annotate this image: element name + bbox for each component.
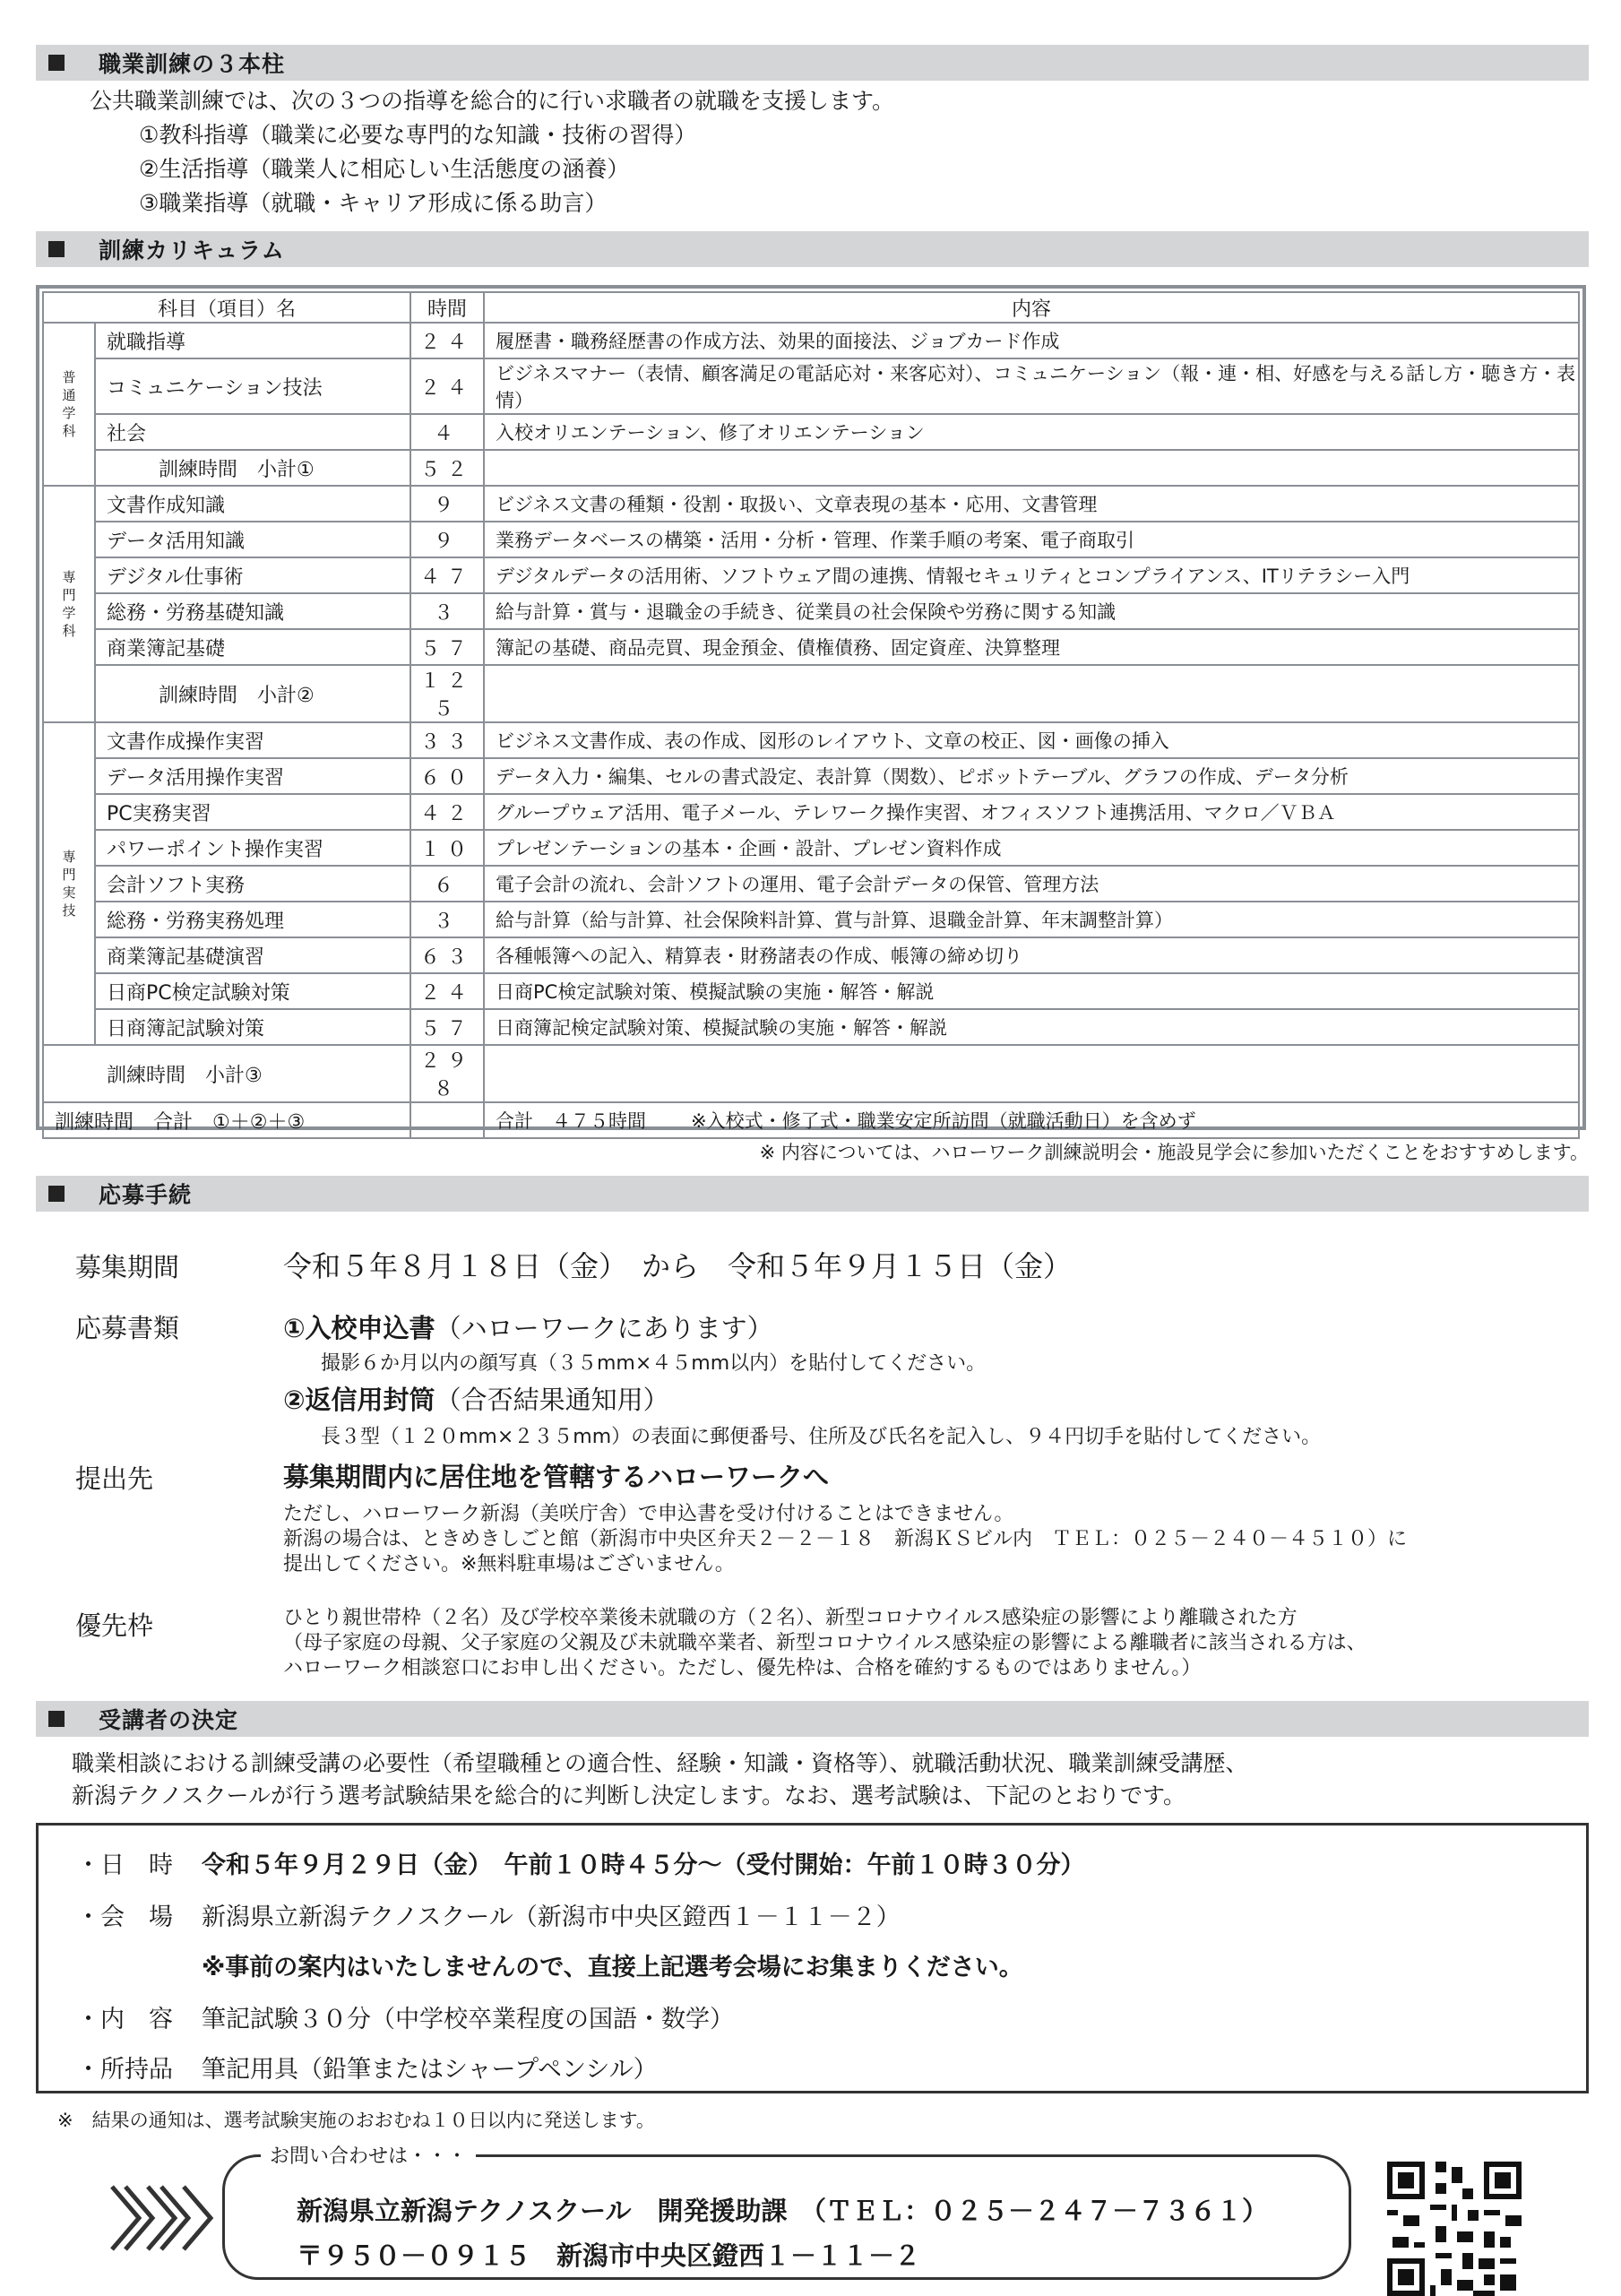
hours-cell: ２４	[410, 358, 484, 414]
section-title: 訓練カリキュラム	[99, 237, 285, 263]
table-row	[43, 557, 1579, 593]
table-row	[43, 722, 1579, 758]
content-cell: グループウェア活用、電子メール、テレワーク操作実習、オフィスソフト連携活用、マクロ／ＶＢＡ	[484, 794, 1579, 830]
table-row	[43, 450, 1579, 486]
content-cell: 業務データベースの構築・活用・分析・管理、作業手順の考案、電子商取引	[484, 522, 1579, 557]
doc1	[283, 1308, 773, 1345]
docs-label: 応募書類	[75, 1313, 180, 1343]
hours-cell: ４７	[410, 557, 484, 593]
subject-cell: 日商PC検定試験対策	[95, 973, 410, 1009]
curriculum-table-frame	[36, 285, 1586, 1134]
exam-venue-key: ・会 場	[76, 1903, 173, 1931]
subject-cell: データ活用操作実習	[95, 758, 410, 794]
table-row	[43, 937, 1579, 973]
priority-label: 優先枠	[75, 1610, 154, 1641]
total-content	[484, 1102, 1579, 1138]
pillar-item: ①教科指導（職業に必要な専門的な知識・技術の習得）	[139, 122, 697, 148]
contact-box	[222, 2145, 1351, 2280]
exam-date-key: ・日 時	[76, 1851, 173, 1879]
subject-cell: デジタル仕事術	[95, 557, 410, 593]
hours-cell: ６０	[410, 758, 484, 794]
content-cell: ビジネスマナー（表情、顧客満足の電話応対・来客応対）、コミュニケーション（報・連・相、好感を与える話し方・聴き方・表情）	[484, 358, 1579, 414]
subject-cell: パワーポイント操作実習	[95, 830, 410, 866]
period-value: 令和５年８月１８日（金） から 令和５年９月１５日（金）	[283, 1249, 1073, 1283]
table-row	[43, 830, 1579, 866]
curriculum-table	[42, 291, 1580, 1139]
exam-venue-value: 新潟県立新潟テクノスクール（新潟市中央区鐙西１－１１－２）	[202, 1903, 901, 1931]
section-header-pillars	[36, 45, 1589, 81]
hours-cell: ２４	[410, 323, 484, 358]
hours-cell: ９	[410, 522, 484, 557]
subject-cell: 就職指導	[95, 323, 410, 358]
doc1-sub: （ハローワークにあります）	[435, 1313, 773, 1343]
table-row	[43, 358, 1579, 414]
exam-items	[76, 2050, 658, 2085]
contact-line-1: 新潟県立新潟テクノスクール 開発援助課 （ＴＥＬ：０２５－２４７－７３６１）	[297, 2196, 1269, 2226]
doc2-note: 長３型（１２０mm×２３５mm）の表面に郵便番号、住所及び氏名を記入し、９４円切手を貼付してください。	[321, 1426, 1322, 1448]
submit-note-line: 提出してください。※無料駐車場はございません。	[283, 1553, 735, 1575]
category-cell: 普 通 学 科	[43, 323, 95, 486]
content-cell: プレゼンテーションの基本・企画・設計、プレゼン資料作成	[484, 830, 1579, 866]
subject-cell: 訓練時間 小計①	[95, 450, 410, 486]
doc2	[283, 1380, 669, 1417]
total-label: 訓練時間 合計 ①＋②＋③	[43, 1102, 410, 1138]
qr-code-icon[interactable]	[1387, 2162, 1522, 2296]
subtotal3-label: 訓練時間 小計③	[43, 1045, 410, 1102]
total-hours-cell	[410, 1102, 484, 1138]
hours-cell: ６３	[410, 937, 484, 973]
submit-note-line: 新潟の場合は、ときめきしごと館（新潟市中央区弁天２－２－１８ 新潟ＫＳビル内 ＴＥＬ：０２５－２４０－４５１０）に	[283, 1528, 1408, 1550]
exam-date	[76, 1845, 1085, 1880]
header-subject: 科目（項目）名	[43, 292, 410, 323]
hours-cell: １２５	[410, 665, 484, 722]
doc2-sub: （合否結果通知用）	[435, 1385, 669, 1415]
priority-note-line: ハローワーク相談窓口にお申し出ください。ただし、優先枠は、合格を確約するものではありません。）	[283, 1657, 1202, 1679]
subject-cell: 会計ソフト実務	[95, 866, 410, 902]
hours-cell: ３	[410, 902, 484, 937]
priority-notes	[283, 1606, 1367, 1681]
total-row	[43, 1102, 1579, 1138]
submit-notes	[283, 1502, 1407, 1577]
hours-cell: ４２	[410, 794, 484, 830]
empty-cell	[484, 1045, 1579, 1102]
total-sum: 合計 ４７５時間	[496, 1110, 646, 1132]
table-row	[43, 486, 1579, 522]
application-block	[36, 1237, 1589, 1703]
submit-note-line: ただし、ハローワーク新潟（美咲庁舎）で申込書を受け付けることはできません。	[283, 1503, 1014, 1525]
exam-content-key: ・内 容	[76, 2006, 173, 2033]
subject-cell: 訓練時間 小計②	[95, 665, 410, 722]
header-hours: 時間	[410, 292, 484, 323]
exam-details-box	[36, 1823, 1589, 2093]
priority-note-line: ひとり親世帯枠（２名）及び学校卒業後未就職の方（２名）、新型コロナウイルス感染症の影響により離職された方	[283, 1607, 1298, 1629]
subject-cell: 日商簿記試験対策	[95, 1009, 410, 1045]
decision-line: 職業相談における訓練受講の必要性（希望職種との適合性、経験・知識・資格等）、就職活動状況、職業訓練受講歴、	[72, 1750, 1248, 1776]
content-cell: 各種帳簿への記入、精算表・財務諸表の作成、帳簿の締め切り	[484, 937, 1579, 973]
total-note: ※入校式・修了式・職業安定所訪問（就職活動日）を含めず	[691, 1110, 1196, 1132]
content-cell: 電子会計の流れ、会計ソフトの運用、電子会計データの保管、管理方法	[484, 866, 1579, 902]
result-notice: ※ 結果の通知は、選考試験実施のおおむね１０日以内に発送します。	[57, 2110, 655, 2131]
subject-cell: データ活用知識	[95, 522, 410, 557]
hours-cell: １０	[410, 830, 484, 866]
hours-cell: ５７	[410, 1009, 484, 1045]
table-row	[43, 866, 1579, 902]
doc1-note: 撮影６か月以内の顔写真（３５mm×４５mm以内）を貼付してください。	[321, 1352, 987, 1375]
section-header-decision	[36, 1701, 1589, 1737]
section-title: 職業訓練の３本柱	[99, 51, 286, 77]
subject-cell: 文書作成操作実習	[95, 722, 410, 758]
exam-date-value: 令和５年９月２９日（金） 午前１０時４５分～（受付開始：午前１０時３０分）	[202, 1851, 1085, 1879]
exam-content	[76, 1999, 734, 2034]
table-row	[43, 593, 1579, 629]
content-cell: 日商簿記検定試験対策、模擬試験の実施・解答・解説	[484, 1009, 1579, 1045]
pillars-intro: 公共職業訓練では、次の３つの指導を総合的に行い求職者の就職を支援します。	[90, 88, 895, 114]
hours-cell: ３	[410, 593, 484, 629]
table-row	[43, 522, 1579, 557]
pillars-block	[90, 84, 894, 220]
content-cell: 入校オリエンテーション、修了オリエンテーション	[484, 414, 1579, 450]
exam-venue-note: ※事前の案内はいたしませんので、直接上記選考会場にお集まりください。	[202, 1954, 1023, 1981]
subject-cell: 商業簿記基礎	[95, 629, 410, 665]
hours-cell: ４	[410, 414, 484, 450]
doc2-title: ②返信用封筒	[283, 1385, 435, 1415]
hours-cell: ９	[410, 486, 484, 522]
category-cell: 専 門 実 技	[43, 722, 95, 1045]
content-cell: デジタルデータの活用術、ソフトウェア間の連携、情報セキュリティとコンプライアンス、ITリテラシー入門	[484, 557, 1579, 593]
pillar-item: ②生活指導（職業人に相応しい生活態度の涵養）	[139, 156, 630, 182]
section-header-application	[36, 1176, 1589, 1212]
decision-line: 新潟テクノスクールが行う選考試験結果を総合的に判断し決定します。なお、選考試験は、下記のとおりです。	[72, 1782, 1186, 1808]
submit-value: 募集期間内に居住地を管轄するハローワークへ	[283, 1462, 830, 1492]
content-cell	[484, 450, 1579, 486]
curriculum-note: ※ 内容については、ハローワーク訓練説明会・施設見学会に参加いただくことをおすすめします。	[759, 1142, 1589, 1163]
table-row	[43, 665, 1579, 722]
content-cell: 給与計算・賞与・退職金の手続き、従業員の社会保険や労務に関する知識	[484, 593, 1579, 629]
contact-label: お問い合わせは・・・	[261, 2141, 476, 2169]
header-content: 内容	[484, 292, 1579, 323]
subtotal-row	[43, 1045, 1579, 1102]
subject-cell: 社会	[95, 414, 410, 450]
hours-cell: ３３	[410, 722, 484, 758]
hours-cell: ５７	[410, 629, 484, 665]
decision-text	[72, 1748, 1248, 1812]
content-cell	[484, 665, 1579, 722]
period-label: 募集期間	[75, 1252, 180, 1282]
section-title: 受講者の決定	[99, 1707, 239, 1733]
content-cell: ビジネス文書の種類・役割・取扱い、文章表現の基本・応用、文書管理	[484, 486, 1579, 522]
category-cell: 専 門 学 科	[43, 486, 95, 722]
contact-line-2: 〒９５０－０９１５ 新潟市中央区鐙西１－１１－２	[297, 2240, 921, 2271]
subject-cell: 総務・労務基礎知識	[95, 593, 410, 629]
exam-content-value: 筆記試験３０分（中学校卒業程度の国語・数学）	[202, 2006, 734, 2033]
exam-venue	[76, 1897, 901, 1932]
table-row	[43, 758, 1579, 794]
content-cell: 給与計算（給与計算、社会保険料計算、賞与計算、退職金計算、年末調整計算）	[484, 902, 1579, 937]
hours-cell: ６	[410, 866, 484, 902]
table-row	[43, 323, 1579, 358]
table-row	[43, 902, 1579, 937]
chevrons-icon	[108, 2178, 215, 2258]
table-row	[43, 414, 1579, 450]
hours-cell: ２４	[410, 973, 484, 1009]
section-title: 応募手続	[99, 1182, 193, 1208]
subject-cell: PC実務実習	[95, 794, 410, 830]
content-cell: ビジネス文書作成、表の作成、図形のレイアウト、文章の校正、図・画像の挿入	[484, 722, 1579, 758]
subject-cell: 文書作成知識	[95, 486, 410, 522]
content-cell: 日商PC検定試験対策、模擬試験の実施・解答・解説	[484, 973, 1579, 1009]
table-row	[43, 973, 1579, 1009]
content-cell: 履歴書・職務経歴書の作成方法、効果的面接法、ジョブカード作成	[484, 323, 1579, 358]
table-row	[43, 794, 1579, 830]
section-header-curriculum	[36, 231, 1589, 267]
subject-cell: 総務・労務実務処理	[95, 902, 410, 937]
exam-items-key: ・所持品	[76, 2056, 173, 2084]
pillar-item: ③職業指導（就職・キャリア形成に係る助言）	[139, 190, 608, 216]
subtotal3-hours: ２９８	[410, 1045, 484, 1102]
table-row	[43, 1009, 1579, 1045]
table-row	[43, 629, 1579, 665]
exam-items-value: 筆記用具（鉛筆またはシャープペンシル）	[202, 2056, 658, 2084]
subject-cell: コミュニケーション技法	[95, 358, 410, 414]
subject-cell: 商業簿記基礎演習	[95, 937, 410, 973]
doc1-title: ①入校申込書	[283, 1313, 435, 1343]
table-header-row	[43, 292, 1579, 323]
hours-cell: ５２	[410, 450, 484, 486]
priority-note-line: （母子家庭の母親、父子家庭の父親及び未就職卒業者、新型コロナウイルス感染症の影響による離職者に該当される方は、	[283, 1632, 1367, 1654]
submit-label: 提出先	[75, 1463, 154, 1494]
content-cell: データ入力・編集、セルの書式設定、表計算（関数）、ピボットテーブル、グラフの作成、データ分析	[484, 758, 1579, 794]
content-cell: 簿記の基礎、商品売買、現金預金、債権債務、固定資産、決算整理	[484, 629, 1579, 665]
